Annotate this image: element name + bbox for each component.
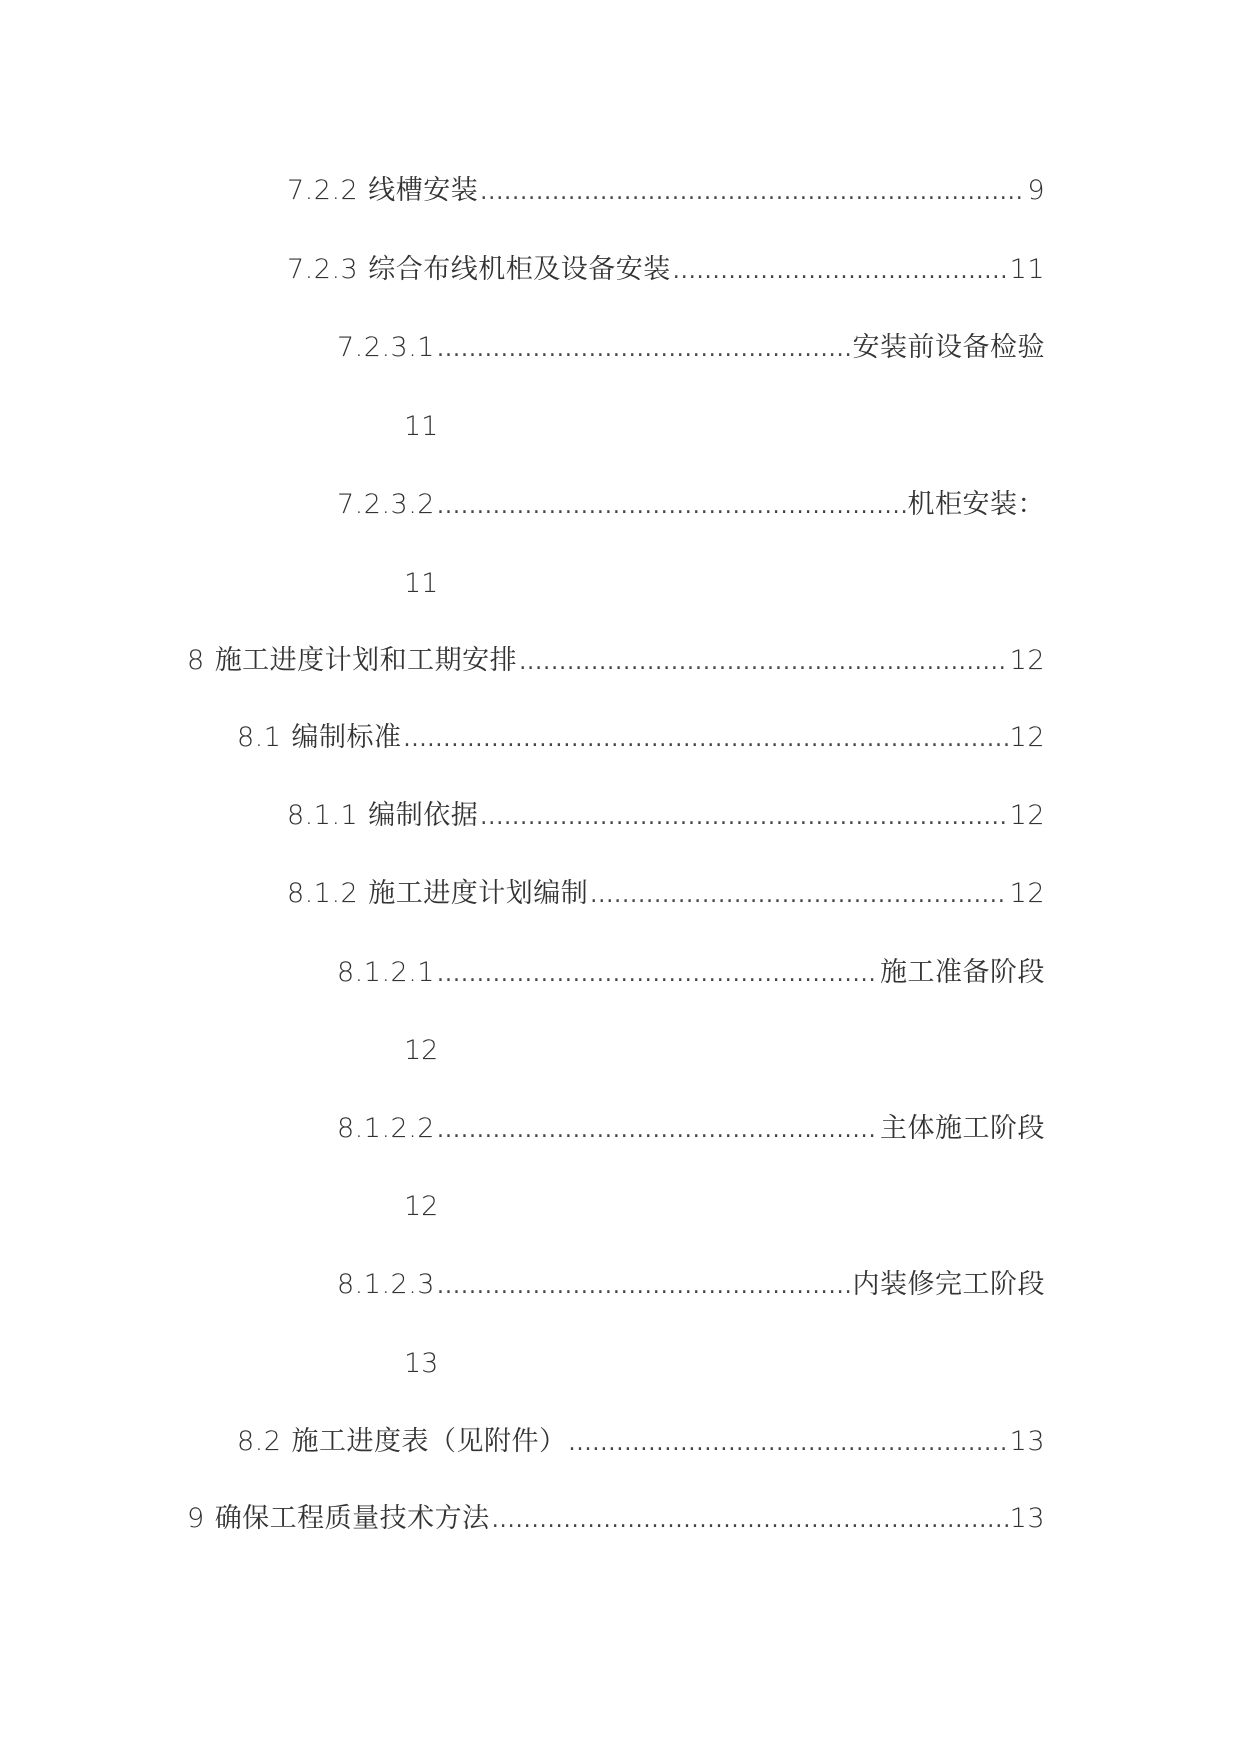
toc-entry-title: 编制标准 [291, 722, 402, 753]
toc-leader-dots [492, 1503, 1008, 1539]
toc-leader-dots [590, 878, 1007, 914]
toc-entry-title: 确保工程质量技术方法 [214, 1503, 490, 1534]
toc-entry[interactable] [337, 330, 1045, 368]
toc-entry-number: 8.1.2.2 [337, 1113, 435, 1144]
toc-entry[interactable] [337, 1111, 1045, 1149]
toc-entry-page: 13 [404, 1348, 439, 1379]
toc-entry-title: 主体施工阶段 [880, 1113, 1045, 1144]
toc-entry-page: 9 [1027, 175, 1045, 206]
toc-leader-dots [437, 1269, 851, 1305]
toc-entry-number: 8 [187, 645, 205, 676]
toc-leader-dots [568, 1426, 1007, 1462]
toc-leader-dots [673, 254, 1008, 290]
toc-entry-page: 11 [1009, 254, 1045, 285]
toc-entry[interactable] [237, 1424, 1045, 1462]
toc-entry-page: 12 [404, 1191, 439, 1222]
toc-entry-number: 9 [187, 1503, 205, 1534]
toc-entry-number: 8.1.2.3 [337, 1269, 435, 1300]
toc-entry[interactable] [187, 643, 1045, 681]
toc-entry-number: 8.1.2.1 [337, 957, 435, 988]
toc-leader-dots [480, 175, 1025, 211]
toc-leader-dots [437, 1113, 878, 1149]
toc-entry[interactable] [287, 876, 1045, 914]
toc-entry-title: 综合布线机柜及设备安装 [368, 254, 671, 285]
toc-entry-page: 12 [1009, 645, 1045, 676]
toc-entry-title: 施工准备阶段 [880, 957, 1045, 988]
toc-entry[interactable] [287, 252, 1045, 290]
toc-leader-dots [480, 800, 1007, 836]
toc-leader-dots [437, 489, 906, 525]
toc-entry[interactable] [287, 798, 1045, 836]
toc-entry-title: 内装修完工阶段 [852, 1269, 1045, 1300]
toc-entry-page: 11 [404, 411, 439, 442]
toc-entry-number: 7.2.3.1 [337, 332, 435, 363]
toc-entry-title: 施工进度表（见附件） [291, 1426, 567, 1457]
toc-entry-title: 机柜安装： [907, 489, 1045, 520]
toc-leader-dots [403, 722, 1007, 758]
toc-entry[interactable] [337, 955, 1045, 993]
toc-leader-dots [437, 957, 878, 993]
toc-entry-page: 12 [404, 1035, 439, 1066]
toc-entry[interactable] [187, 1501, 1045, 1539]
toc-entry-number: 7.2.3 [287, 254, 359, 285]
toc-entry-page: 11 [404, 568, 439, 599]
toc-entry[interactable] [337, 487, 1045, 525]
toc-entry-title: 安装前设备检验 [852, 332, 1045, 363]
toc-entry-number: 8.1.1 [287, 800, 359, 831]
toc-entry[interactable] [287, 173, 1045, 211]
toc-entry-page: 13 [1009, 1426, 1045, 1457]
toc-entry-page: 12 [1009, 800, 1045, 831]
toc-entry-page: 12 [1009, 722, 1045, 753]
toc-entry-number: 7.2.3.2 [337, 489, 435, 520]
toc-entry-title: 施工进度计划编制 [368, 878, 589, 909]
toc-entry-title: 施工进度计划和工期安排 [214, 645, 518, 676]
toc-leader-dots [437, 332, 851, 368]
toc-entry-title: 线槽安装 [368, 175, 479, 206]
toc-leader-dots [519, 645, 1007, 681]
toc-entry[interactable] [237, 720, 1045, 758]
toc-entry-page: 12 [1009, 878, 1045, 909]
toc-entry-title: 编制依据 [368, 800, 479, 831]
toc-entry-page: 13 [1009, 1503, 1045, 1534]
toc-entry-number: 7.2.2 [287, 175, 359, 206]
toc-entry-number: 8.2 [237, 1426, 282, 1457]
toc-entry-number: 8.1.2 [287, 878, 359, 909]
toc-entry[interactable] [337, 1267, 1045, 1305]
toc-entry-number: 8.1 [237, 722, 282, 753]
